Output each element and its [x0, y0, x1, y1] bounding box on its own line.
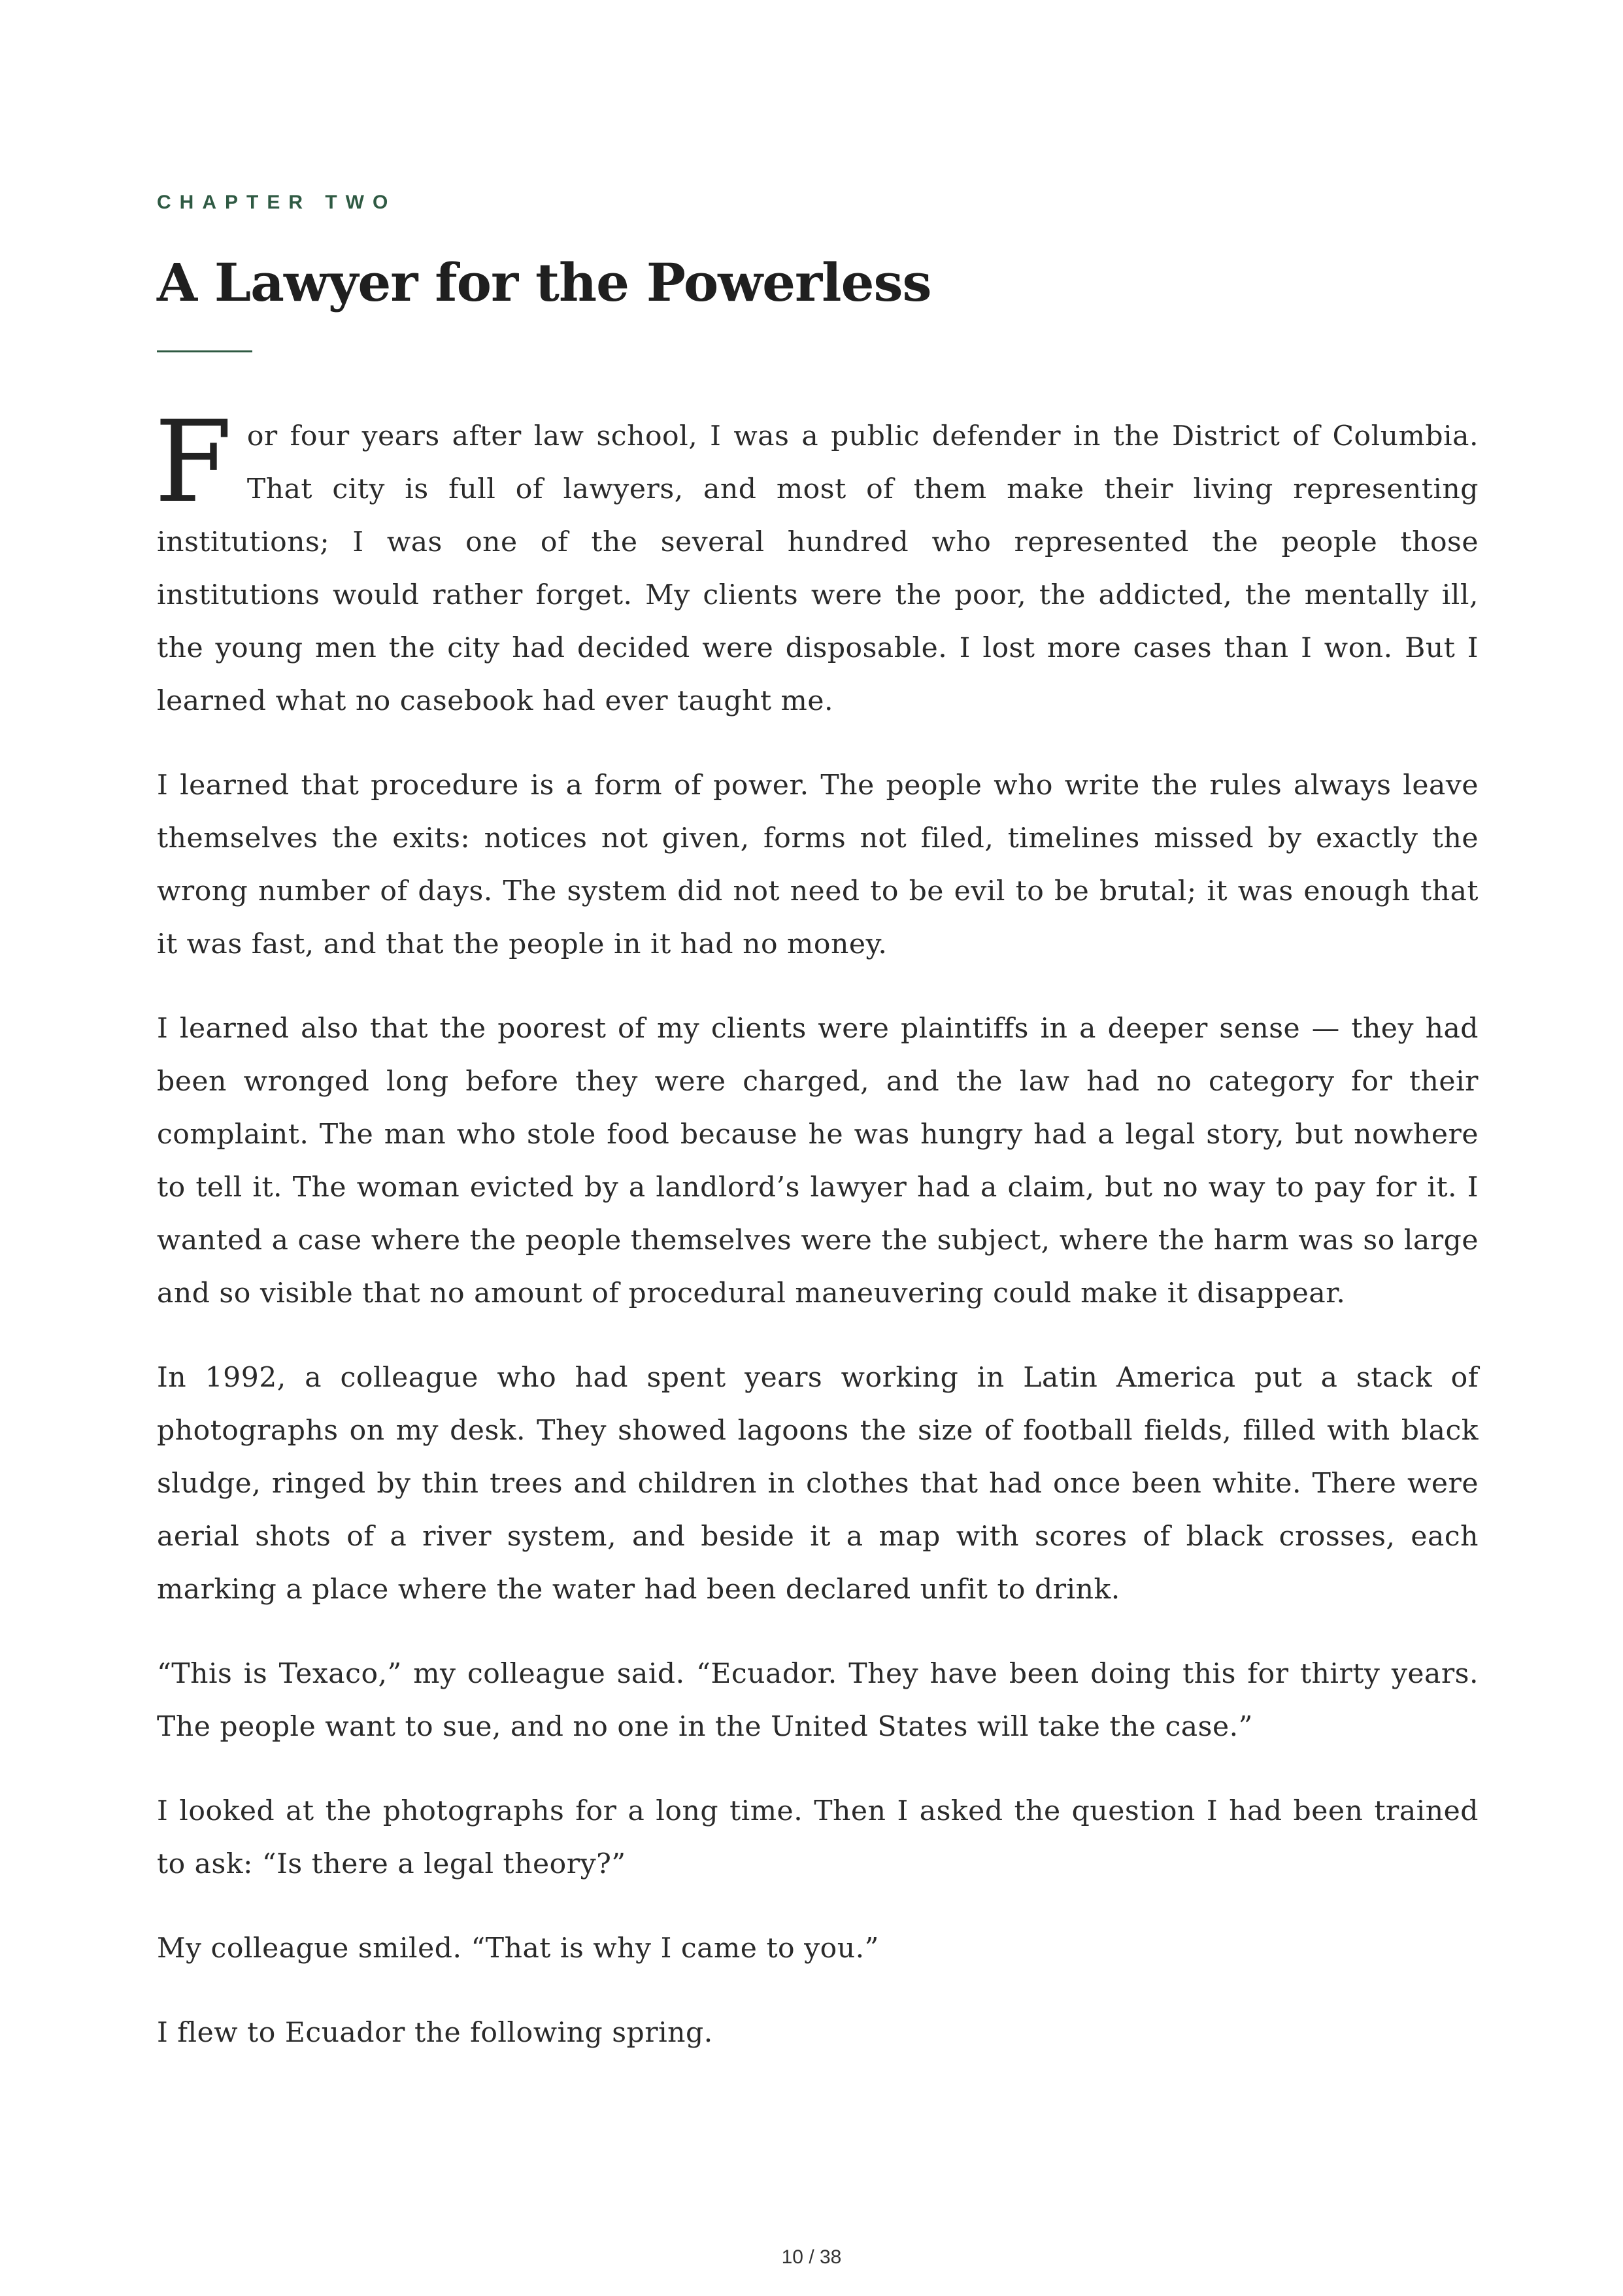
chapter-label: CHAPTER TWO	[157, 192, 397, 213]
paragraph-8: I flew to Ecuador the following spring.	[157, 2017, 713, 2049]
paragraph-4: In 1992, a colleague who had spent years working in Latin America put a stack of photographs on my desk. They showed lagoons the size of football fields, filled with black sludge, ringed by thin trees and children in clothes that had once been white. There were aerial shots of a river system, and beside it a map with scores of black crosses, each marking a place where the water had been declared unfit to drink.	[157, 1362, 1479, 1606]
paragraph-6: I looked at the photographs for a long time. Then I asked the question I had been trained to ask: “Is there a legal theory?”	[157, 1795, 1479, 1880]
drop-cap: F	[154, 396, 233, 528]
paragraph-2: I learned that procedure is a form of power. The people who write the rules always leave themselves the exits: notices not given, forms not filed, timelines missed by exactly the wrong number of days. The system did not need to be evil to be brutal; it was enough that it was fast, and that the people in it had no money.	[157, 769, 1479, 960]
paragraph-text: or four years after law school, I was a public defender in the District of Columbia. That city is full of lawyers, and most of them make their living representing institutions; I was one of the several hundred who represented the people those institutions would rather forget. My clients were the poor, the addicted, the mentally ill, the young men the city had decided were disposable. I lost more cases than I won. But I learned what no casebook had ever taught me.	[157, 420, 1479, 717]
chapter-body	[154, 396, 1479, 2059]
chapter-content	[154, 188, 1479, 2091]
paragraph-7: My colleague smiled. “That is why I came to you.”	[157, 1933, 879, 1965]
chapter-title: A Lawyer for the Powerless	[157, 252, 931, 313]
page-number: 10 / 38	[781, 2246, 842, 2268]
paragraph-5: “This is Texaco,” my colleague said. “Ecuador. They have been doing this for thirty years. The people want to sue, and no one in the United States will take the case.”	[157, 1658, 1479, 1743]
paragraph-3: I learned also that the poorest of my clients were plaintiffs in a deeper sense — they had been wronged long before they were charged, and the law had no category for their complaint. The man who stole food because he was hungry had a legal story, but nowhere to tell it. The woman evicted by a landlord’s lawyer had a claim, but no way to pay for it. I wanted a case where the people themselves were the subject, where the harm was so large and so visible that no amount of procedural maneuvering could make it disappear.	[157, 1013, 1479, 1309]
title-divider	[157, 350, 252, 352]
paragraph-1	[154, 396, 1479, 728]
